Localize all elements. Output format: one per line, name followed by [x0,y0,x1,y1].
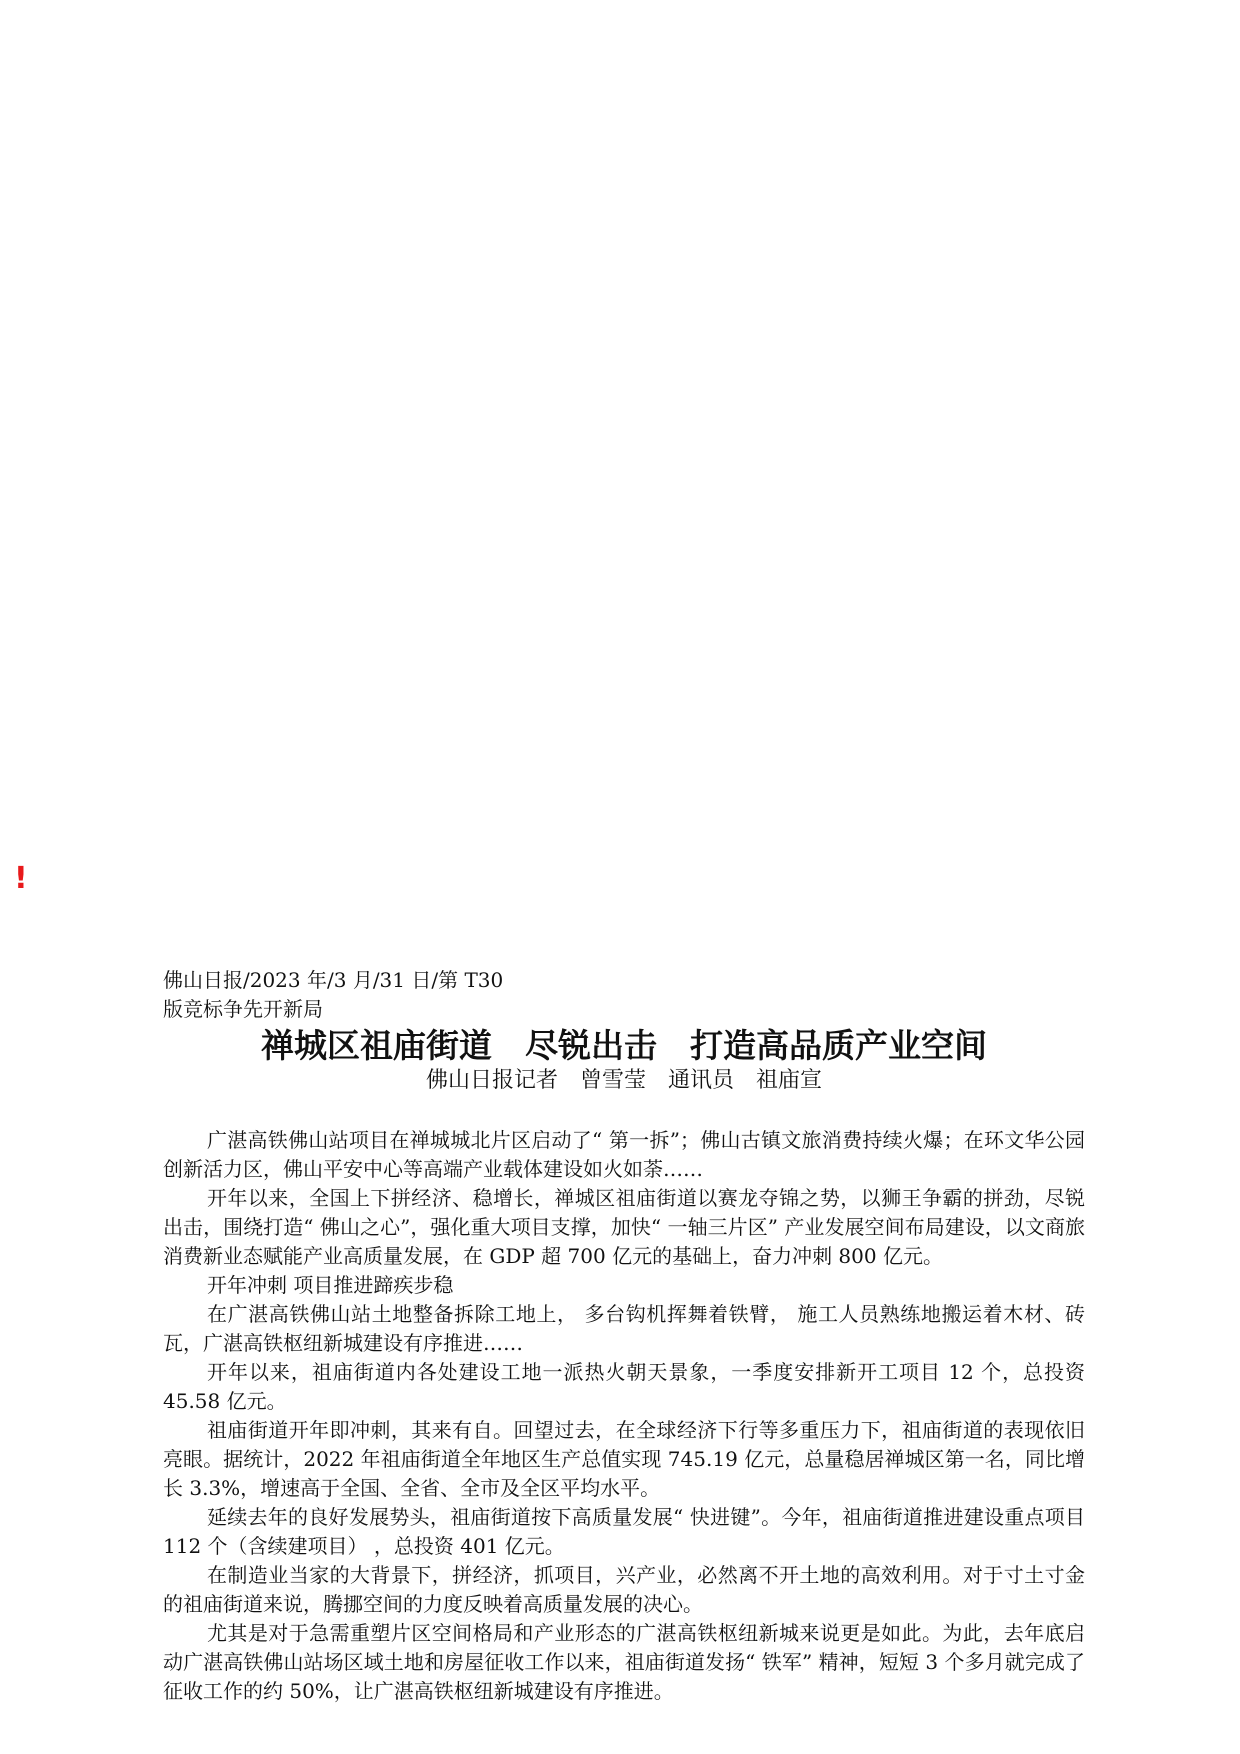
paragraph-3: 在广湛高铁佛山站土地整备拆除工地上， 多台钩机挥舞着铁臂， 施工人员熟练地搬运着木材、砖瓦，广湛高铁枢纽新城建设有序推进…… [163,1302,1085,1355]
paragraph-6: 延续去年的良好发展势头，祖庙街道按下高质量发展“ 快进键”。今年，祖庙街道推进建设重点项目 112 个（含续建项目） ，总投资 401 亿元。 [163,1505,1085,1558]
paragraph-8: 尤其是对于急需重塑片区空间格局和产业形态的广湛高铁枢纽新城来说更是如此。为此，去年底启动广湛高铁佛山站场区域土地和房屋征收工作以来，祖庙街道发扬“ 铁军” 精神，短短 3 个多月就完成了征收工作的约 50%，让广湛高铁枢纽新城建设有序推进。 [163,1621,1085,1703]
paragraph-7: 在制造业当家的大背景下，拼经济，抓项目，兴产业，必然离不开土地的高效利用。对于寸土寸金的祖庙街道来说，腾挪空间的力度反映着高质量发展的决心。 [163,1563,1085,1616]
paragraph-5: 祖庙街道开年即冲刺，其来有自。回望过去，在全球经济下行等多重压力下，祖庙街道的表现依旧亮眼。据统计，2022 年祖庙街道全年地区生产总值实现 745.19 亿元，总量稳居禅城区第一名，同比增长 3.3%，增速高于全国、全省、全市及全区平均水平。 [163,1418,1085,1500]
paragraph-4: 开年以来，祖庙街道内各处建设工地一派热火朝天景象，一季度安排新开工项目 12 个，总投资 45.58 亿元。 [163,1360,1085,1413]
subheading: 开年冲刺 项目推进蹄疾步稳 [207,1273,454,1297]
paragraph-2: 开年以来，全国上下拼经济、稳增长，禅城区祖庙街道以赛龙夺锦之势，以狮王争霸的拼劲，尽锐出击，围绕打造“ 佛山之心”，强化重大项目支撑，加快“ 一轴三片区” 产业发展空间布局建设，以文商旅消费新业态赋能产业高质量发展，在 GDP 超 700 亿元的基础上，奋力冲刺 800 亿元。 [163,1186,1085,1268]
source-line: 佛山日报/2023 年/3 月/31 日/第 T30 [163,968,504,992]
paragraph-1: 广湛高铁佛山站项目在禅城城北片区启动了“ 第一拆”；佛山古镇文旅消费持续火爆；在环文华公园创新活力区，佛山平安中心等高端产业载体建设如火如荼…… [163,1128,1085,1181]
article-byline: 佛山日报记者 曾雪莹 通讯员 祖庙宣 [425,1068,822,1093]
section-line: 版竞标争先开新局 [163,997,323,1021]
warning-exclamation-mark: ! [14,861,28,896]
article [163,966,1085,1706]
article-title: 禅城区祖庙街道 尽锐出击 打造高品质产业空间 [261,1026,987,1065]
